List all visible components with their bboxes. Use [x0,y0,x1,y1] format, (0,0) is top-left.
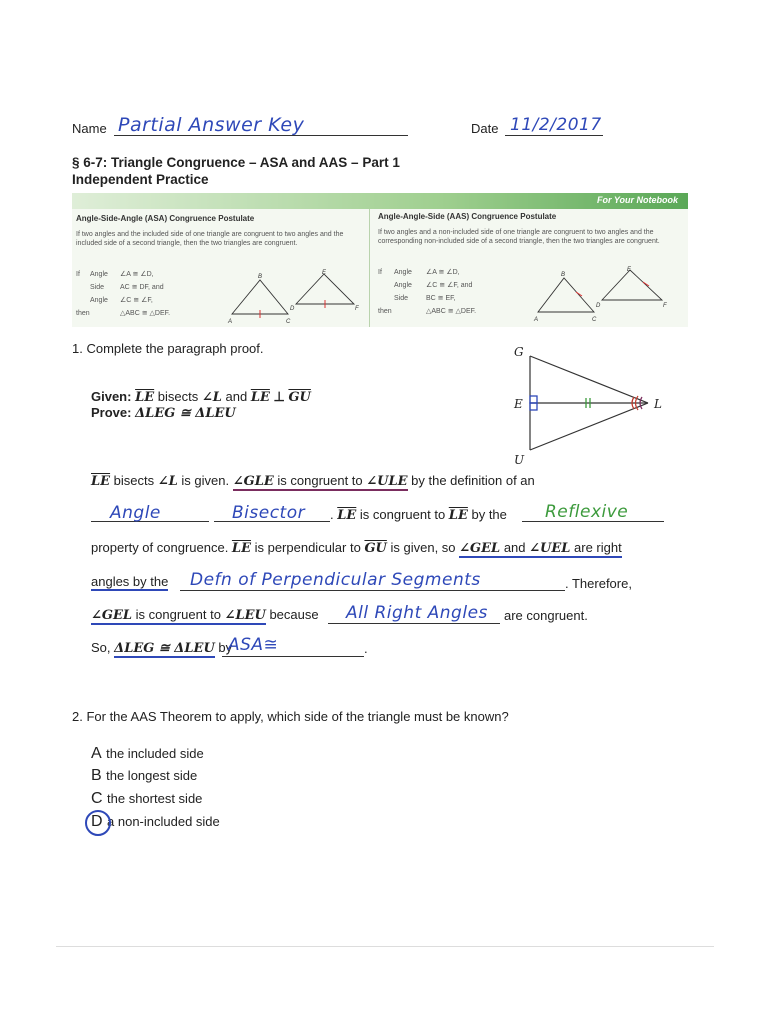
aas-row2-label: Angle [394,282,412,289]
q1-prompt: 1. Complete the paragraph proof. [72,341,264,356]
l2-period: . [330,507,338,522]
option-a-letter: A [91,745,102,762]
name-value: Partial Answer Key [118,114,305,136]
answer-circle [85,810,111,836]
proof-line-5b: are congruent. [504,608,588,623]
proof-line-6a [91,640,232,656]
asa-triangles [224,268,364,324]
option-b-letter: B [91,767,102,784]
aas-vertex-e: E [627,267,632,273]
l1-text-b: is given. [177,473,233,488]
l5-text-b: because [265,607,319,622]
aas-row3-label: Side [394,295,409,302]
q2-option-c [91,790,202,808]
asa-triangle-def [296,274,354,304]
l3-claim [459,540,622,558]
l2-seg-le-1: $\overline{LE}$ [337,508,357,523]
date-value: 11/2/2017 [510,115,602,135]
proof-line-6b: . [364,641,368,656]
q2-option-b [91,767,197,785]
aas-triangle-def [602,270,662,300]
asa-vertex-b: B [258,274,263,280]
l1-angle-l: ∠L [157,474,178,489]
answer-perpendicular: Defn of Perpendicular Segments [190,570,481,590]
proof-line-4a [91,574,168,591]
asa-vertex-a: A [228,319,233,324]
l3-text-b: is perpendicular to [250,540,365,555]
l1-text-d: by the definition of an [407,473,535,488]
segment-ul [530,403,648,450]
notebook-banner [72,193,688,209]
answer-bisector: Bisector [232,503,306,523]
option-c-letter: C [91,790,103,807]
notebook-banner-text: For Your Notebook [597,195,678,205]
asa-conclusion: △ABC ≅ △DEF. [120,310,171,317]
asa-row1-label: Angle [90,271,108,278]
aas-title: Angle-Angle-Side (AAS) Congruence Postulate [378,212,557,221]
l3-angle-uel: ∠UEL [529,541,571,556]
asa-row1-value: ∠A ≅ ∠D, [120,271,154,278]
aas-row1-value: ∠A ≅ ∠D, [426,269,460,276]
given-seg-gu: $\overline{GU}$ [288,390,311,405]
right-angle-mark-bottom [530,403,537,410]
page-subtitle: Independent Practice [72,172,209,187]
given-and: and [221,389,251,404]
aas-vertex-c: C [592,317,597,322]
proof-line-1 [91,473,535,489]
l1-text-c: is congruent to [273,473,367,488]
aas-vertex-f: F [663,303,667,309]
aas-triangle-abc [538,278,594,312]
page-bottom-rule [56,946,714,947]
q2-prompt: 2. For the AAS Theorem to apply, which side of the triangle must be known? [72,709,509,724]
proof-line-5a [91,607,319,623]
asa-row3-label: Angle [90,297,108,304]
l5-angle-gel: ∠GEL [91,608,133,623]
aas-conclusion: △ABC ≅ △DEF. [426,308,477,315]
aas-vertex-b: B [561,272,566,278]
proof-line-4b: . Therefore, [565,576,632,591]
l3-seg-le: $\overline{LE}$ [231,541,251,556]
l6-statement: ΔLEG ≅ ΔLEU [114,641,215,656]
aas-row3-value: BC ≅ EF, [426,295,456,302]
l5-text-a: is congruent to [132,607,225,622]
page-title: § 6-7: Triangle Congruence – ASA and AAS – Part 1 [72,155,400,170]
aas-row1-label: Angle [394,269,412,276]
answer-angle: Angle [110,503,161,523]
q1-diagram [508,342,668,472]
blank-5-line [222,655,364,657]
aas-then: then [378,308,392,315]
date-label: Date [471,121,499,136]
l2-text-b: by the [467,507,507,522]
given-perp: ⊥ [269,389,289,404]
asa-if: If [76,271,80,278]
q1-given [91,389,311,405]
l3-text-c: is given, so [386,540,460,555]
asa-triangle-abc [232,280,288,314]
option-d-text: a non-included side [107,814,220,829]
option-d-letter: D [91,813,103,830]
l3-text-e: are right [570,540,622,555]
aas-triangles [530,266,670,322]
l2-text-a: is congruent to [356,507,449,522]
given-seg-le: $\overline{LE}$ [135,390,155,405]
answer-reflexive: Reflexive [545,502,629,522]
asa-vertex-f: F [355,306,359,312]
l3-angle-gel: ∠GEL [459,541,501,556]
aas-if: If [378,269,382,276]
l1-seg-le: $\overline{LE}$ [91,474,111,489]
l3-seg-gu: $\overline{GU}$ [364,541,387,556]
label-u: U [514,453,525,467]
l1-angle-ule: ∠ULE [366,474,408,489]
asa-vertex-c: C [286,319,291,324]
proof-line-3 [91,540,622,556]
l3-text-d: and [500,540,530,555]
l5-angle-leu: ∠LEU [224,608,266,623]
prove-label: Prove: [91,405,132,420]
l3-text-a: property of congruence. [91,540,232,555]
proof-line-2 [330,507,507,523]
segment-gl [530,356,648,403]
aas-vertex-a: A [534,317,539,322]
answer-right-angles: All Right Angles [346,603,488,623]
q1-prove [91,405,236,421]
aas-text: If two angles and a non-included side of one triangle are congruent to two angles and the corresponding non-included side of a second triangle, then the two triangles are congruent. [378,229,660,245]
label-e: E [514,397,523,411]
l1-text-a: bisects [110,473,158,488]
asa-vertex-d: D [290,306,295,312]
given-label: Given: [91,389,132,404]
asa-row2-value: AC ≅ DF, and [120,284,164,291]
l6-text-b: by [214,640,233,655]
prove-statement: ΔLEG ≅ ΔLEU [135,406,236,421]
given-angle-l: ∠L [201,390,222,405]
answer-asa: ASA≅ [228,635,279,655]
l1-angle-gle: ∠GLE [232,474,274,489]
given-seg-le-2: $\overline{LE}$ [250,390,270,405]
l1-claim [233,473,408,491]
l2-seg-le-2: $\overline{LE}$ [448,508,468,523]
right-angle-mark-top [530,396,537,403]
name-label: Name [72,121,107,136]
l6-text-a: So, [91,640,115,655]
asa-vertex-e: E [322,270,327,276]
aas-vertex-d: D [596,303,601,309]
label-g: G [514,345,524,359]
option-a-text: the included side [106,746,204,761]
l5-claim [91,607,266,625]
option-c-text: the shortest side [107,791,203,806]
given-mid: bisects [154,389,202,404]
label-l: L [654,397,662,411]
aas-row2-value: ∠C ≅ ∠F, and [426,282,473,289]
option-b-text: the longest side [106,768,198,783]
q2-option-a [91,745,204,763]
asa-then: then [76,310,90,317]
asa-row3-value: ∠C ≅ ∠F, [120,297,153,304]
asa-title: Angle-Side-Angle (ASA) Congruence Postulate [76,214,255,223]
asa-row2-label: Side [90,284,105,291]
l4-text-a: angles by the [91,574,169,589]
asa-text: If two angles and the included side of one triangle are congruent to two angles and the included side of a second triangle, then the two triangles are congruent. [76,231,344,247]
notebook-divider [369,209,370,327]
